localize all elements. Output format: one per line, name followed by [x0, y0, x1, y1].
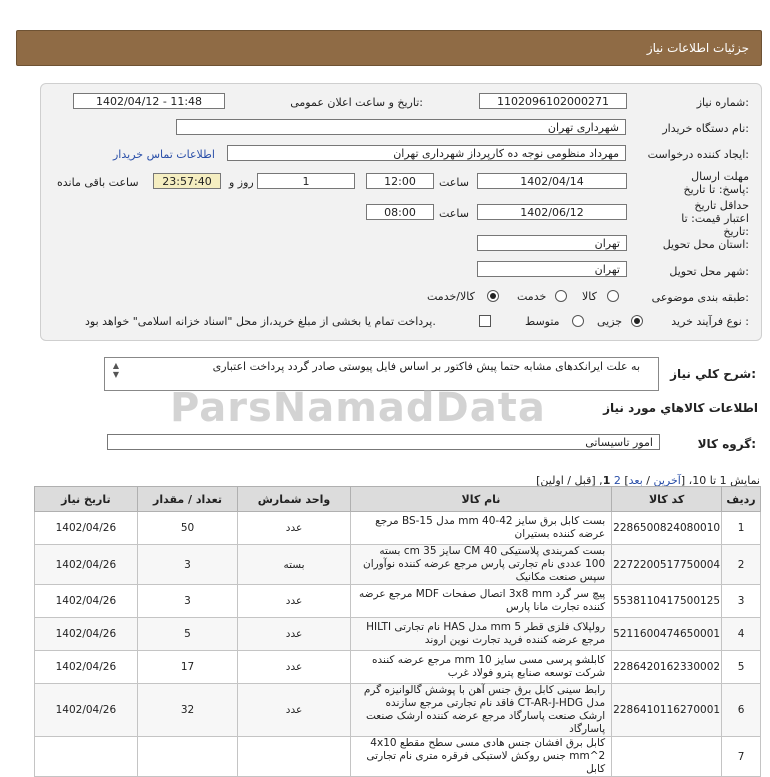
- table-row[interactable]: [35, 651, 761, 684]
- creator-field[interactable]: مهرداد منظومی نوجه ده کارپرداز شهرداری تهران: [227, 145, 626, 161]
- pager-next-link[interactable]: بعد: [628, 474, 643, 487]
- validity-time-label: ساعت: [439, 207, 469, 220]
- category-service-label: خدمت: [517, 290, 547, 303]
- reply-deadline-label: مهلت ارسال پاسخ: تا تاریخ:: [683, 170, 749, 196]
- table-row[interactable]: [35, 684, 761, 737]
- cell-item-name: رابط سینی کابل برق جنس آهن با پوشش گالوانیزه گرم مدل CT-AR-J-HDG فاقد نام تجارتی مرجع سازنده ارشک صنعت پاسارگاد مرجع عرضه کننده ارشک صنعت پاسارگاد: [350, 684, 611, 737]
- treasury-payment-checkbox[interactable]: [479, 315, 491, 327]
- cell-quantity: 5: [137, 618, 238, 651]
- cell-unit: عدد: [238, 651, 351, 684]
- cell-item-code: 5211600474650001: [612, 618, 722, 651]
- pager-page2-link[interactable]: 2: [613, 474, 621, 487]
- cell-item-code: 2286410116270001: [612, 684, 722, 737]
- cell-unit: عدد: [238, 585, 351, 618]
- description-text: به علت ایرانکدهای مشابه حتما پیش فاکتور بر اساس فایل پیوستی صادر گردد پرداخت اعتباری: [212, 360, 640, 373]
- cell-unit: عدد: [238, 684, 351, 737]
- cell-quantity: 32: [137, 684, 238, 737]
- category-both-radio[interactable]: [487, 290, 499, 302]
- cell-row-number: 4: [722, 618, 761, 651]
- cell-item-name: کابلشو پرسی مسی سایز 10 mm مرجع عرضه کننده شرکت توسعه صنایع پترو فولاد غرب: [350, 651, 611, 684]
- cell-item-name: بست کمربندی پلاستیکی CM 40 سایز cm 35 بسته 100 عددی نام تجارتی پارس مرجع عرضه کننده نوآوران سپس صنعت مکانیک: [350, 545, 611, 585]
- cell-need-date: 1402/04/26: [35, 651, 138, 684]
- cell-unit: عدد: [238, 618, 351, 651]
- process-label: نوع فرآیند خرید :: [671, 315, 749, 328]
- cell-quantity: 50: [137, 512, 238, 545]
- remaining-time-field: 23:57:40: [153, 173, 221, 189]
- scroll-arrows-icon[interactable]: ▲ ▼: [112, 361, 119, 379]
- col-qty: تعداد / مقدار: [137, 487, 238, 512]
- validity-label: حداقل تاریخ اعتبار قیمت: تا تاریخ:: [681, 199, 749, 238]
- process-minor-label: جزیی: [597, 315, 623, 328]
- cell-need-date: 1402/04/26: [35, 585, 138, 618]
- col-unit: واحد شمارش: [238, 487, 351, 512]
- need-number-label: شماره نیاز:: [696, 96, 749, 109]
- buyer-org-label: نام دستگاه خریدار:: [662, 122, 749, 135]
- city-field[interactable]: تهران: [477, 261, 627, 277]
- table-header-row: [35, 487, 761, 512]
- cell-quantity: 3: [137, 545, 238, 585]
- cell-need-date: [35, 737, 138, 777]
- cell-quantity: [137, 737, 238, 777]
- buyer-contact-link[interactable]: اطلاعات تماس خریدار: [113, 148, 215, 161]
- validity-date-field[interactable]: 1402/06/12: [477, 204, 627, 220]
- page-title: جزئیات اطلاعات نیاز: [646, 41, 749, 55]
- cell-item-code: 2286420162330002: [612, 651, 722, 684]
- pager-latest-link[interactable]: آخرین: [653, 474, 681, 487]
- process-medium-label: متوسط: [525, 315, 560, 328]
- cell-row-number: 7: [722, 737, 761, 777]
- days-field[interactable]: 1: [257, 173, 355, 189]
- category-both-label: کالا/خدمت: [427, 290, 475, 303]
- reply-time-label: ساعت: [439, 176, 469, 189]
- cell-need-date: 1402/04/26: [35, 512, 138, 545]
- col-name: نام کالا: [350, 487, 611, 512]
- table-row[interactable]: [35, 737, 761, 777]
- col-row: ردیف: [722, 487, 761, 512]
- description-label: شرح کلي نياز:: [670, 367, 756, 381]
- need-number-field[interactable]: 1102096102000271: [479, 93, 627, 109]
- table-row[interactable]: [35, 618, 761, 651]
- remaining-label: ساعت باقی مانده: [57, 176, 139, 189]
- buyer-org-field[interactable]: شهرداری تهران: [176, 119, 626, 135]
- table-row[interactable]: [35, 585, 761, 618]
- process-minor-radio[interactable]: [631, 315, 643, 327]
- pager-prefix: نمایش 1 تا 10،: [688, 474, 760, 487]
- goods-group-label: گروه کالا:: [697, 437, 756, 451]
- need-info-panel: [40, 83, 762, 341]
- creator-label: ایجاد کننده درخواست:: [647, 148, 749, 161]
- cell-unit: عدد: [238, 512, 351, 545]
- goods-section-title: اطلاعات کالاهاي مورد نياز: [603, 401, 758, 415]
- category-goods-label: کالا: [582, 290, 597, 303]
- pager-current-page: 1: [602, 474, 611, 487]
- goods-group-field[interactable]: امور تاسیساتی: [107, 434, 660, 450]
- pagination: نمایش 1 تا 10، [آخرین / بعد] 2 1, [قبل / اولین]: [536, 474, 760, 487]
- category-goods-radio[interactable]: [607, 290, 619, 302]
- cell-row-number: 2: [722, 545, 761, 585]
- cell-item-name: بست کابل برق سایز mm 40-42 مدل BS-15 مرجع عرضه کننده بستیران: [350, 512, 611, 545]
- cell-row-number: 5: [722, 651, 761, 684]
- page-header: [16, 30, 762, 66]
- cell-row-number: 6: [722, 684, 761, 737]
- province-label: استان محل تحویل:: [662, 238, 749, 251]
- announce-label: تاریخ و ساعت اعلان عمومی:: [290, 96, 423, 109]
- cell-need-date: 1402/04/26: [35, 618, 138, 651]
- reply-date-field[interactable]: 1402/04/14: [477, 173, 627, 189]
- cell-item-code: 2286500824080010: [612, 512, 722, 545]
- col-date: تاریخ نیاز: [35, 487, 138, 512]
- table-row[interactable]: [35, 545, 761, 585]
- reply-time-field[interactable]: 12:00: [366, 173, 434, 189]
- announce-field[interactable]: 1402/04/12 - 11:48: [73, 93, 225, 109]
- cell-item-code: 5538110417500125: [612, 585, 722, 618]
- category-label: طبقه بندی موضوعی:: [651, 291, 749, 304]
- watermark-logo: ParsNamadData: [170, 385, 546, 431]
- cell-item-code: 2272200517750004: [612, 545, 722, 585]
- category-service-radio[interactable]: [555, 290, 567, 302]
- cell-quantity: 17: [137, 651, 238, 684]
- process-medium-radio[interactable]: [572, 315, 584, 327]
- col-code: کد کالا: [612, 487, 722, 512]
- province-field[interactable]: تهران: [477, 235, 627, 251]
- cell-row-number: 3: [722, 585, 761, 618]
- days-label: روز و: [229, 176, 254, 189]
- cell-item-name: پیچ سر گرد 3x8 mm اتصال صفحات MDF مرجع عرضه کننده تجارت مانا پارس: [350, 585, 611, 618]
- cell-item-name: کابل برق افشان جنس هادی مسی سطح مقطع 4x10 mm^2 جنس روکش لاستیکی فرقره متری نام تجارتی کابل: [350, 737, 611, 777]
- table-row[interactable]: [35, 512, 761, 545]
- validity-time-field[interactable]: 08:00: [366, 204, 434, 220]
- goods-table: [34, 486, 761, 777]
- cell-unit: [238, 737, 351, 777]
- pager-first-prev: [قبل / اولین]: [536, 474, 596, 487]
- cell-item-name: رولپلاک فلزی قطر 5 mm مدل HAS نام تجارتی HILTI مرجع عرضه کننده فرید تجارت نوین اروند: [350, 618, 611, 651]
- cell-need-date: 1402/04/26: [35, 545, 138, 585]
- cell-quantity: 3: [137, 585, 238, 618]
- city-label: شهر محل تحویل:: [669, 265, 749, 278]
- cell-need-date: 1402/04/26: [35, 684, 138, 737]
- cell-item-code: [612, 737, 722, 777]
- cell-unit: بسته: [238, 545, 351, 585]
- payment-note: پرداخت تمام یا بخشی از مبلغ خرید،از محل "اسناد خزانه اسلامی" خواهد بود.: [85, 315, 436, 328]
- cell-row-number: 1: [722, 512, 761, 545]
